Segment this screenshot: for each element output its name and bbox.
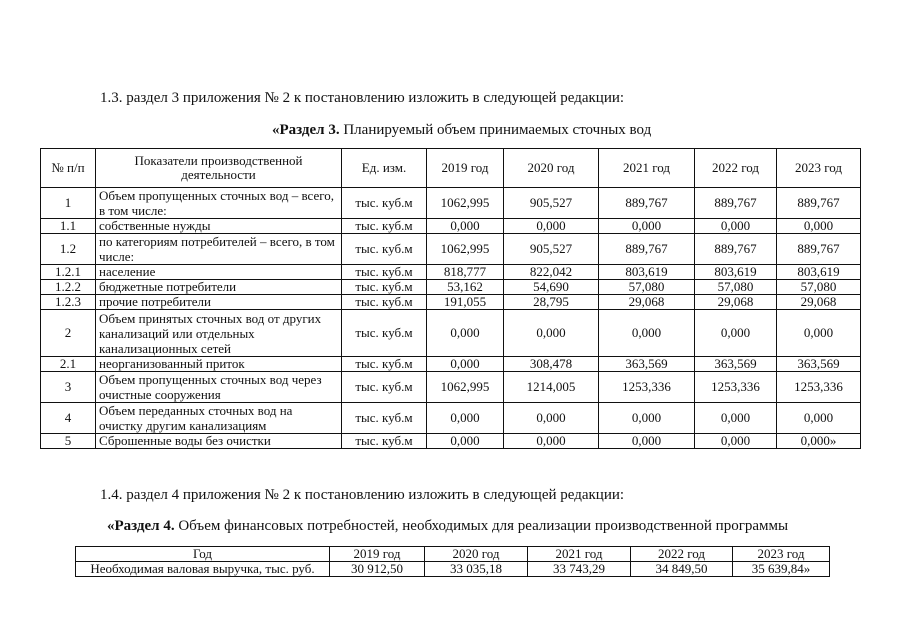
row-value-2022: 363,569: [695, 357, 777, 372]
row-value-2022: 1253,336: [695, 372, 777, 403]
revenue-2022: 34 849,50: [631, 562, 733, 577]
row-value-2021: 889,767: [599, 234, 695, 265]
row-indicator: бюджетные потребители: [96, 280, 342, 295]
row-unit: тыс. куб.м: [342, 434, 427, 449]
row-value-2020: 905,527: [504, 234, 599, 265]
row-value-2021: 0,000: [599, 310, 695, 357]
row-value-2021: 363,569: [599, 357, 695, 372]
table-row: [41, 188, 861, 219]
table-row: [41, 357, 861, 372]
row-value-2019: 0,000: [427, 434, 504, 449]
header-unit: Ед. изм.: [342, 149, 427, 188]
row-number: 5: [41, 434, 96, 449]
row-value-2019: 818,777: [427, 265, 504, 280]
header-2023: 2023 год: [733, 547, 830, 562]
revenue-label: Необходимая валовая выручка, тыс. руб.: [76, 562, 330, 577]
row-value-2023: 29,068: [777, 295, 861, 310]
header-2020: 2020 год: [504, 149, 599, 188]
row-value-2021: 0,000: [599, 219, 695, 234]
row-unit: тыс. куб.м: [342, 403, 427, 434]
row-value-2021: 803,619: [599, 265, 695, 280]
table-row: [41, 295, 861, 310]
row-value-2020: 0,000: [504, 403, 599, 434]
row-value-2023: 363,569: [777, 357, 861, 372]
row-value-2023: 889,767: [777, 234, 861, 265]
row-number: 1.2.3: [41, 295, 96, 310]
row-value-2023: 0,000: [777, 219, 861, 234]
wastewater-volume-table: [40, 148, 861, 449]
row-value-2022: 889,767: [695, 188, 777, 219]
row-indicator: прочие потребители: [96, 295, 342, 310]
row-number: 1.1: [41, 219, 96, 234]
row-value-2019: 1062,995: [427, 372, 504, 403]
header-indicator: Показатели производственной деятельности: [96, 149, 342, 188]
row-value-2019: 191,055: [427, 295, 504, 310]
row-value-2021: 1253,336: [599, 372, 695, 403]
row-value-2021: 889,767: [599, 188, 695, 219]
row-value-2021: 29,068: [599, 295, 695, 310]
row-value-2019: 53,162: [427, 280, 504, 295]
header-2019: 2019 год: [330, 547, 425, 562]
row-unit: тыс. куб.м: [342, 372, 427, 403]
row-indicator: Сброшенные воды без очистки: [96, 434, 342, 449]
row-value-2020: 0,000: [504, 434, 599, 449]
row-unit: тыс. куб.м: [342, 219, 427, 234]
row-unit: тыс. куб.м: [342, 310, 427, 357]
section-4-text: Объем финансовых потребностей, необходимых для реализации производственной программы: [174, 518, 789, 534]
header-num: № п/п: [41, 149, 96, 188]
section-3-text: Планируемый объем принимаемых сточных вод: [339, 122, 652, 138]
section-4-title: [107, 518, 788, 535]
row-number: 1.2: [41, 234, 96, 265]
row-value-2019: 1062,995: [427, 188, 504, 219]
row-value-2020: 28,795: [504, 295, 599, 310]
row-indicator: Объем пропущенных сточных вод – всего, в том числе:: [96, 188, 342, 219]
row-indicator: Объем принятых сточных вод от других канализаций или отдельных канализационных сетей: [96, 310, 342, 357]
row-value-2023: 803,619: [777, 265, 861, 280]
row-indicator: население: [96, 265, 342, 280]
row-value-2022: 0,000: [695, 219, 777, 234]
header-2021: 2021 год: [599, 149, 695, 188]
row-value-2021: 57,080: [599, 280, 695, 295]
row-unit: тыс. куб.м: [342, 234, 427, 265]
header-2020: 2020 год: [425, 547, 528, 562]
revenue-2020: 33 035,18: [425, 562, 528, 577]
header-2019: 2019 год: [427, 149, 504, 188]
revenue-2021: 33 743,29: [528, 562, 631, 577]
row-value-2020: 1214,005: [504, 372, 599, 403]
revenue-2023: 35 639,84»: [733, 562, 830, 577]
table-row: [41, 280, 861, 295]
row-value-2019: 0,000: [427, 403, 504, 434]
paragraph-1-3: 1.3. раздел 3 приложения № 2 к постановлению изложить в следующей редакции:: [100, 90, 625, 106]
row-number: 1.2.2: [41, 280, 96, 295]
row-value-2022: 803,619: [695, 265, 777, 280]
row-indicator: Объем переданных сточных вод на очистку другим канализациям: [96, 403, 342, 434]
row-value-2022: 57,080: [695, 280, 777, 295]
row-unit: тыс. куб.м: [342, 295, 427, 310]
row-value-2020: 54,690: [504, 280, 599, 295]
row-unit: тыс. куб.м: [342, 357, 427, 372]
table-row: [41, 434, 861, 449]
row-value-2022: 29,068: [695, 295, 777, 310]
row-indicator: собственные нужды: [96, 219, 342, 234]
row-value-2020: 308,478: [504, 357, 599, 372]
row-number: 4: [41, 403, 96, 434]
section-4-label: «Раздел 4.: [107, 518, 175, 534]
row-indicator: Объем пропущенных сточных вод через очистные сооружения: [96, 372, 342, 403]
revenue-2019: 30 912,50: [330, 562, 425, 577]
row-value-2019: 1062,995: [427, 234, 504, 265]
table-row: [41, 234, 861, 265]
row-value-2023: 57,080: [777, 280, 861, 295]
row-number: 2: [41, 310, 96, 357]
row-value-2023: 0,000: [777, 403, 861, 434]
row-value-2023: 1253,336: [777, 372, 861, 403]
header-2023: 2023 год: [777, 149, 861, 188]
paragraph-1-4: 1.4. раздел 4 приложения № 2 к постановлению изложить в следующей редакции:: [100, 487, 625, 503]
row-value-2020: 0,000: [504, 310, 599, 357]
row-unit: тыс. куб.м: [342, 280, 427, 295]
row-value-2022: 0,000: [695, 403, 777, 434]
row-value-2023: 0,000: [777, 310, 861, 357]
row-value-2022: 889,767: [695, 234, 777, 265]
table-row: [41, 265, 861, 280]
row-value-2023: 0,000»: [777, 434, 861, 449]
row-value-2019: 0,000: [427, 219, 504, 234]
header-year: Год: [76, 547, 330, 562]
section-3-label: «Раздел 3.: [272, 122, 340, 138]
header-2022: 2022 год: [631, 547, 733, 562]
table-body: [41, 188, 861, 449]
table-row: [41, 219, 861, 234]
table-row: [76, 562, 830, 577]
row-indicator: по категориям потребителей – всего, в том числе:: [96, 234, 342, 265]
row-value-2022: 0,000: [695, 310, 777, 357]
table-row: [41, 403, 861, 434]
row-unit: тыс. куб.м: [342, 265, 427, 280]
row-number: 1: [41, 188, 96, 219]
table-header-row: [41, 149, 861, 188]
header-2021: 2021 год: [528, 547, 631, 562]
row-value-2022: 0,000: [695, 434, 777, 449]
row-indicator: неорганизованный приток: [96, 357, 342, 372]
row-value-2020: 822,042: [504, 265, 599, 280]
row-value-2023: 889,767: [777, 188, 861, 219]
financial-needs-table: [75, 546, 830, 577]
row-value-2020: 0,000: [504, 219, 599, 234]
row-unit: тыс. куб.м: [342, 188, 427, 219]
row-number: 3: [41, 372, 96, 403]
row-value-2019: 0,000: [427, 310, 504, 357]
row-value-2019: 0,000: [427, 357, 504, 372]
table-row: [41, 372, 861, 403]
table-header-row: [76, 547, 830, 562]
row-number: 2.1: [41, 357, 96, 372]
row-value-2021: 0,000: [599, 403, 695, 434]
row-number: 1.2.1: [41, 265, 96, 280]
table-row: [41, 310, 861, 357]
header-2022: 2022 год: [695, 149, 777, 188]
row-value-2021: 0,000: [599, 434, 695, 449]
row-value-2020: 905,527: [504, 188, 599, 219]
section-3-title: [272, 122, 651, 139]
